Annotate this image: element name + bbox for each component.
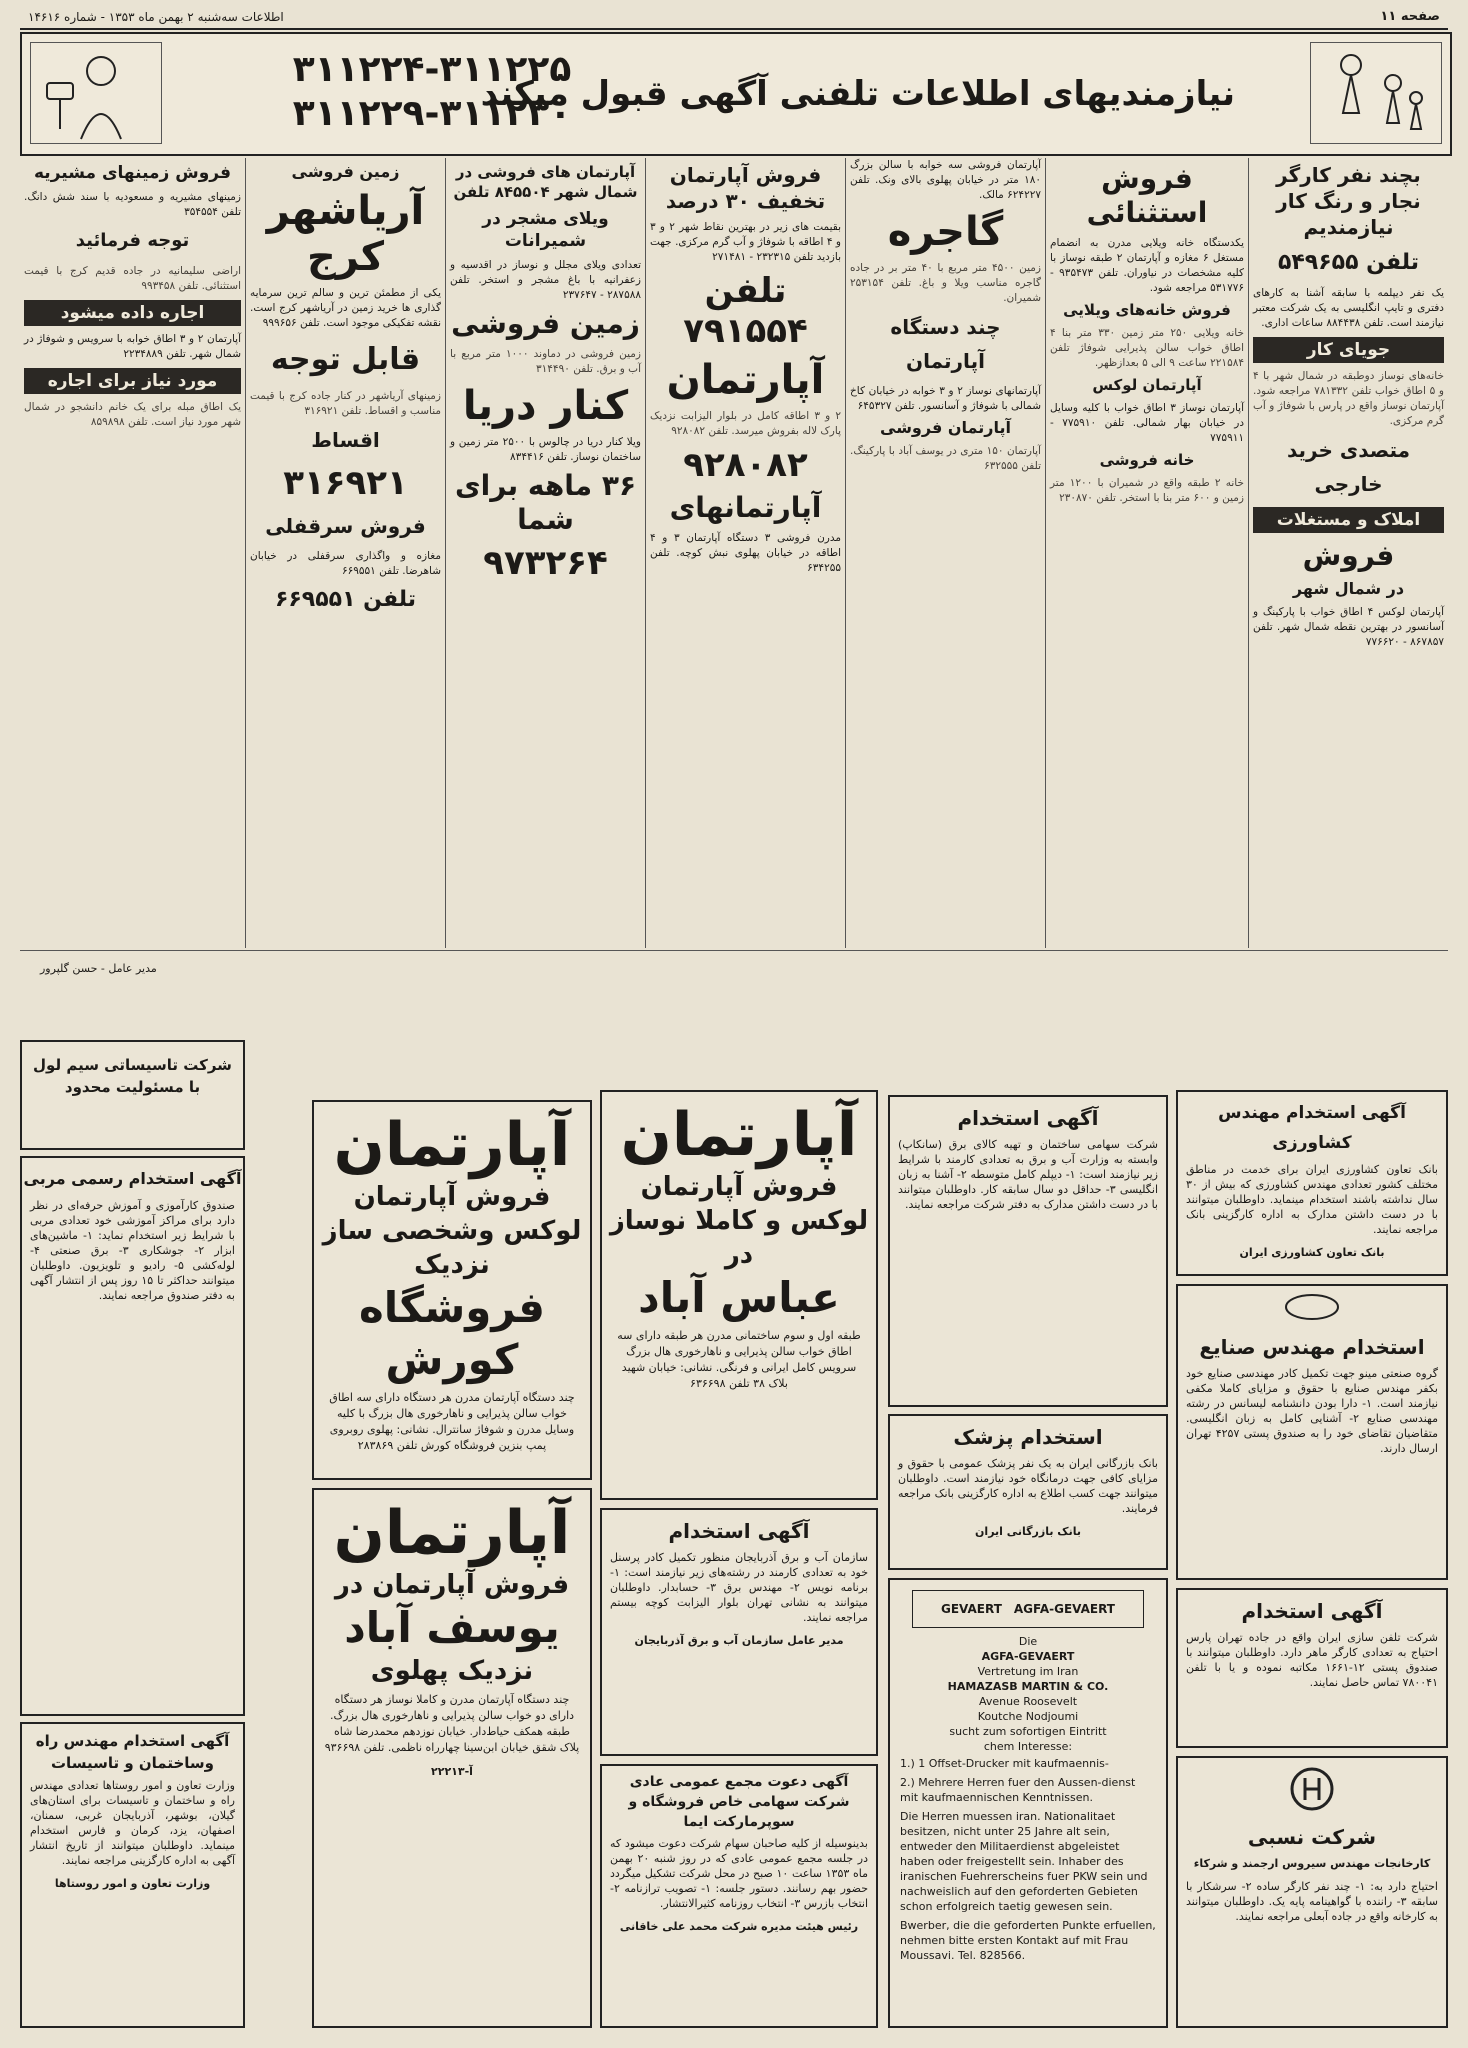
column-1 <box>1248 158 1448 948</box>
agfa-body1: 1.) 1 Offset-Drucker mit kaufmaennis- <box>900 1757 1109 1770</box>
ad7-text: شرکت سهامی ساختمان و تهیه کالای برق (سانکاپ) وابسته به وزارت آب و برق به تعدادی کارمند با شرایط زیر نیازمند است: ۱- دیپلم کامل متوسطه ۲- آشنا به زبان انگلیسی ۳- حداقل دو سال سابقه کار. داوطلبان میتوانند با در دست داشتن مدارک به دفتر شرکت مراجعه نمایند. <box>898 1138 1158 1211</box>
ad11-text: بانک تعاون کشاورزی ایران برای خدمت در مناطق مختلف کشور تعدادی مهندس کشاورزی که بیش از ۳۰ سال نداشته باشند استخدام مینماید. داوطلبان میتوانند با در دست داشتن مدارک به اداره کارگزینی بانک مراجعه نمایند. <box>1186 1163 1438 1236</box>
banner-phones <box>277 48 587 136</box>
col4-head3: آپارتمان <box>666 357 825 403</box>
column-5 <box>445 158 645 948</box>
ad3-location: یوسف آباد <box>344 1603 560 1652</box>
classifieds-banner <box>20 32 1452 156</box>
ad6-head: آگهی استخدام مهندس راه وساختمان و تاسیسات <box>35 1732 230 1772</box>
col2-sub2: آپارتمان لوکس <box>1092 376 1202 394</box>
ad-industrial-engineer <box>1176 1284 1448 1580</box>
ad13-head: آگهی استخدام <box>1241 1599 1383 1623</box>
ad-azarbaijan-hiring <box>600 1508 878 1756</box>
column-6 <box>245 158 445 948</box>
ad13-text: شرکت تلفن سازی ایران واقع در جاده تهران پارس احتیاج به تعدادی کارگر ماهر دارد. داوطلبان میتوانند با صندوق پستی ۱۲-۱۶۶۱ مکاتبه نموده و یا با تلفن ۷۸۰۰۴۱ تماس حاصل نمایند. <box>1186 1631 1439 1689</box>
ad9-footer: مدیر عامل سازمان آب و برق آذربایجان <box>634 1634 844 1647</box>
ad8-text: بانک بازرگانی ایران به یک نفر پزشک عمومی با حقوق و مزایای کافی جهت درمانگاه خود نیازمند است. داوطلبان میتوانند جهت کسب اطلاع به اداره کارگزینی بانک مراجعه فرمایند. <box>898 1457 1158 1515</box>
col4-text2: ۲ و ۳ اطاقه کامل در بلوار الیزابت نزدیک پارک لاله بفروش میرسد. تلفن ۹۲۸۰۸۲ <box>650 410 842 437</box>
col7-text2: اراضی سلیمانیه در جاده قدیم کرج با قیمت استثنائی. تلفن ۹۹۳۴۵۸ <box>24 265 241 292</box>
ad-sancap-hiring <box>888 1095 1168 1407</box>
column-4 <box>645 158 845 948</box>
col5-head2: کنار دریا <box>462 383 629 429</box>
ad11-footer: بانک تعاون کشاورزی ایران <box>1239 1246 1385 1259</box>
col5-text1: آپارتمان های فروشی در شمال شهر ۸۴۵۵۰۴ تلفن <box>453 163 638 201</box>
banner-phones-line1: ۳۱۱۲۲۴-۳۱۱۲۲۵ <box>292 49 572 90</box>
ad6-footer: وزارت تعاون و امور روستاها <box>54 1877 211 1890</box>
agfa-body3: Die Herren muessen iran. Nationalitaet besitzen, nicht unter 25 Jahre alt sein, entweder den Militaerdienst abgeleistet haben oder freigestellt sein. Inhaber des iranischen Fuehrerscheins fuer PKW sein und nachweislich auf den geforderten Gebieten schon erfolgreich taetig gewesen sein. <box>900 1810 1148 1913</box>
ad1-location: فروشگاه کورش <box>358 1283 546 1384</box>
ad-apartment-abbasabad <box>600 1090 878 1500</box>
col7-text4: یک اطاق مبله برای یک خانم دانشجو در شمال شهر مورد نیاز است. تلفن ۸۵۹۸۹۸ <box>24 401 241 428</box>
ad7-head: آگهی استخدام <box>957 1106 1099 1130</box>
col3-text3: آپارتمانهای نوساز ۲ و ۳ خوابه در خیابان کاخ شمالی با شوفاژ و آسانسور. تلفن ۶۴۵۳۲۷ <box>850 385 1041 412</box>
col4-head4: آپارتمانهای <box>669 491 822 524</box>
col5-head1: زمین فروشی <box>451 307 640 340</box>
ad-engineer-hiring <box>20 1722 245 2028</box>
col4-head2: تلفن ۷۹۱۵۵۴ <box>683 271 808 351</box>
page-header <box>20 8 1448 30</box>
ad12-head: استخدام مهندس صنایع <box>1199 1335 1425 1359</box>
col5-head3: ۳۶ ماهه برای شما <box>454 469 637 536</box>
col3-head1: گاجره <box>887 209 1004 255</box>
ad3-footnum: آ-۲۲۲۱۳ <box>431 1765 473 1778</box>
section-divider <box>20 950 1448 951</box>
col1-sub1: در شمال شهر <box>1292 579 1405 598</box>
col6-head4: فروش سرقفلی <box>265 514 426 538</box>
col6-head1: آریاشهر کرج <box>266 188 425 280</box>
ad4-head: شرکت تاسیساتی سیم لول با مسئولیت محدود <box>33 1056 232 1096</box>
agfa-line4: HAMAZASB MARTIN & CO. <box>947 1680 1109 1693</box>
ad10-text: بدینوسیله از کلیه صاحبان سهام شرکت دعوت میشود که در جلسه مجمع عمومی عادی که در روز شنبه ۲۰ بهمن ماه ۱۳۵۳ ساعت ۱۰ صبح در محل شرکت تشکیل میگردد حضور بهم رسانند. دستور جلسه: ۱- تصویب ترازنامه ۲- انتخاب بازرس ۳- انتخاب روزنامه کثیرالانتشار. <box>610 1837 868 1910</box>
agfa-line3: Vertretung im Iran <box>977 1665 1079 1678</box>
ad3-title: آپارتمان <box>333 1498 571 1568</box>
col3-text2: زمین ۴۵۰۰ متر مربع با ۴۰ متر بر در جاده گاجره مناسب ویلا و باغ. تلفن ۲۵۳۱۵۴ شمیران. <box>850 262 1041 304</box>
col6-head3: اقساط <box>311 428 380 452</box>
col5-text4: ویلا کنار دریا در چالوس با ۲۵۰۰ متر زمین و ساختمان نوساز. تلفن ۸۳۴۴۱۶ <box>450 436 641 463</box>
col1-text1: یک نفر دیپلمه با سابقه آشنا به کارهای دفتری و تایپ انگلیسی به یک شرکت معتبر نیازمند است. تلفن ۸۸۴۴۳۸ ساعات اداری. <box>1253 287 1444 329</box>
col6-num2: تلفن ۶۶۹۵۵۱ <box>274 587 417 612</box>
ad14-head: شرکت نسبی <box>1247 1825 1377 1849</box>
col2-sub3: خانه فروشی <box>1099 451 1195 469</box>
col7-footer: مدیر عامل - حسن گلپرور <box>40 962 157 975</box>
col1-head1: بچند نفر کارگر نجار و رنگ کار نیازمندیم <box>1276 163 1421 239</box>
col2-text3: آپارتمان نوساز ۳ اطاق خواب با کلیه وسایل در خیابان بهار شمالی. تلفن ۷۷۵۹۱۰ - ۷۷۵۹۱۱ <box>1050 402 1244 444</box>
ad-apartment-kourosh <box>312 1100 592 1480</box>
ad2-location: عباس آباد <box>638 1273 840 1322</box>
ad14-text: احتیاج دارد به: ۱- چند نفر کارگر ساده ۲- سرشکار با سابقه ۳- راننده با گواهینامه پایه یک. داوطلبان میتوانند به کارخانه واقع در جاده آبعلی مراجعه نمایند. <box>1186 1880 1439 1923</box>
ad-general-meeting <box>600 1764 878 2028</box>
col1-section-real-estate: املاک و مستغلات <box>1253 507 1444 533</box>
ad1-title: آپارتمان <box>333 1110 571 1180</box>
ad-instructor-hiring <box>20 1156 245 1716</box>
col5-text3: زمین فروشی در دماوند ۱۰۰۰ متر مربع با آب و برق. تلفن ۳۱۴۴۹۰ <box>450 348 642 375</box>
agfa-line5: Avenue Roosevelt <box>978 1695 1078 1708</box>
agfa-line7: sucht zum sofortigen Eintritt <box>949 1725 1107 1738</box>
ad14-sub: کارخانجات مهندس سیروس ارجمند و شرکاء <box>1193 1857 1431 1870</box>
company-logo-icon <box>1178 1766 1446 1816</box>
col6-text3: مغازه و واگذاری سرقفلی در خیابان شاهرضا. تلفن ۶۶۹۵۵۱ <box>250 550 441 577</box>
agfa-brand-gevaert: GEVAERT <box>940 1602 1002 1616</box>
col7-head2: توجه فرمائید <box>75 230 190 251</box>
agfa-body4: Bwerber, die die geforderten Punkte erfuellen, nehmen bitte ersten Kontakt auf mit Frau Moussavi. Tel. 828566. <box>900 1919 1156 1962</box>
ad-agfa-gevaert <box>888 1578 1168 2028</box>
ad2-title: آپارتمان <box>620 1100 858 1170</box>
agfa-line1: Die <box>1018 1635 1038 1648</box>
agfa-brand-agfa-gevaert: AGFA-GEVAERT <box>1013 1602 1115 1616</box>
col2-head: فروش استثنائی <box>1086 162 1208 229</box>
col3-text1: آپارتمان فروشی سه خوابه با سالن بزرگ ۱۸۰ متر در خیابان پهلوی بالای ونک. تلفن ۶۲۴۲۲۷ مالک. <box>850 159 1041 201</box>
ad3-subtitle: فروش آپارتمان در <box>334 1570 570 1600</box>
banner-phones-line2: ۳۱۱۲۲۹-۳۱۱۲۳۰ <box>292 93 572 134</box>
agfa-line2: AGFA-GEVAERT <box>981 1650 1075 1663</box>
col7-text1: زمینهای مشیریه و مسعودیه با سند شش دانگ. تلفن ۳۵۴۵۵۴ <box>24 191 241 218</box>
col2-sub1: فروش خانه‌های ویلایی <box>1063 301 1231 319</box>
col7-head1: فروش زمینهای مشیریه <box>34 163 231 183</box>
col1-text3: آپارتمان لوکس ۴ اطاق خواب با پارکینگ و آسانسور در بهترین نقطه شمال شهر. تلفن ۸۶۷۸۵۷ - ۷۷۶۶۲۰ <box>1253 606 1444 648</box>
ad2-text: طبقه اول و سوم ساختمانی مدرن هر طبقه دارای سه اطاق خواب سالن پذیرایی و ناهارخوری هال بزرگ سرویس کامل ایرانی و فرنگی. نشانی: خیابان شهید بلاک ۳۸ تلفن ۶۳۶۶۹۸ <box>617 1329 861 1390</box>
col5-num1: ۹۷۳۲۶۴ <box>483 543 608 583</box>
col1-head2: فروش <box>1302 539 1395 572</box>
col6-head0: زمین فروشی <box>291 162 400 181</box>
column-7 <box>20 158 245 948</box>
ad8-head: استخدام پزشک <box>953 1425 1103 1449</box>
col6-text1: یکی از مطمئن ترین و سالم ترین سرمایه گذاری ها خرید زمین در آریاشهر کرج است. نقشه تفکیکی موجود است. تلفن ۹۹۹۶۵۶ <box>250 287 441 329</box>
ad1-subtitle: فروش آپارتمان لوکس وشخصی ساز نزدیک <box>322 1182 582 1280</box>
col4-text1: بقیمت های زیر در بهترین نقاط شهر ۲ و ۳ و ۴ اطاقه با شوفاژ و آب گرم مرکزی. جهت بازدید تلفن ۲۳۲۳۱۵ - ۲۷۱۴۸۱ <box>650 221 841 263</box>
ad10-head: آگهی دعوت مجمع عمومی عادی شرکت سهامی خاص فروشگاه و سوپرمارکت ایما <box>628 1774 850 1830</box>
ad8-footer: بانک بازرگانی ایران <box>975 1525 1081 1538</box>
col7-section-for-rent: اجاره داده میشود <box>24 300 241 326</box>
ad3-near: نزدیک پهلوی <box>370 1656 534 1686</box>
banner-title: نیازمندیهای اطلاعات تلفنی آگهی قبول میکند <box>480 74 1235 114</box>
ad-doctor-hiring <box>888 1414 1168 1570</box>
issue-info: اطلاعات سه‌شنبه ۲ بهمن ماه ۱۳۵۳ - شماره ۱۴۶۱۶ <box>28 10 284 24</box>
col1-text2: خانه‌های نوساز دوطبقه در شمال شهر با ۴ و ۵ اطاق خواب تلفن ۷۸۱۳۳۲ مراجعه شود. آپارتمان نوساز واقع در پارس با شوفاژ و آب گرم مرکزی. <box>1253 370 1444 427</box>
telephone-woman-icon <box>30 42 162 144</box>
col1-section-job-seekers: جویای کار <box>1253 337 1444 363</box>
ad10-footer: رئیس هیئت مدیره شرکت محمد علی خاقانی <box>619 1920 859 1933</box>
agfa-line6: Koutche Nodjoumi <box>977 1710 1079 1723</box>
ad6-text: وزارت تعاون و امور روستاها تعدادی مهندس راه و ساختمان و تاسیسات برای استان‌های گیلان، بوشهر، آذربایجان غربی، سمنان، اصفهان، یزد، کرمان و فارس استخدام مینماید. داوطلبان میتوانند از تاریخ انتشار آگهی به اداره کارگزینی مراجعه نمایند. <box>30 1779 235 1867</box>
col5-text2: تعدادی ویلای مجلل و نوساز در اقدسیه و زعفرانیه با باغ مشجر و استخر. تلفن ۲۸۷۵۸۸ - ۲۳۷۶۴۷ <box>450 259 641 301</box>
ad-sherkat-nesbi <box>1176 1756 1448 2028</box>
col4-head1: فروش آپارتمان تخفیف ۳۰ درصد <box>665 163 826 213</box>
ad5-text: صندوق کارآموزی و آموزش حرفه‌ای در نظر دارد برای مراکز آموزشی خود تعدادی مربی با شرایط زیر استخدام نماید: ۱- ماشین‌های ابزار ۲- جوشکاری ۳- برق صنعتی ۴- لوله‌کشی ۵- رادیو و تلویزیون. داوطلبان میتوانند حداکثر تا ۱۵ روز پس از انتشار آگهی به دفتر صندوق مراجعه نمایند. <box>30 1199 235 1302</box>
agfa-line8: chem Interesse: <box>983 1740 1073 1753</box>
col5-sub1: ویلای مشجر در شمیرانات <box>482 209 609 251</box>
col3-sub1: آپارتمان فروشی <box>880 418 1011 437</box>
col6-text2: زمینهای آریاشهر در کنار جاده کرج با قیمت مناسب و اقساط. تلفن ۳۱۶۹۲۱ <box>250 390 441 417</box>
col4-num1: ۹۲۸۰۸۲ <box>683 445 808 485</box>
ad11-head: آگهی استخدام مهندس کشاورزی <box>1218 1103 1406 1153</box>
col7-text3: آپارتمان ۲ و ۳ اطاق خوابه با سرویس و شوفاژ در شمال شهر. تلفن ۲۲۳۴۸۸۹ <box>24 333 241 360</box>
col2-text2: خانه ویلایی ۲۵۰ متر زمین ۳۳۰ متر بنا ۴ اطاق خواب سالن پذیرایی شوفاژ تلفن ۲۲۱۵۸۴ ساعت ۹ الی ۵ بعدازظهر. <box>1050 327 1245 369</box>
col6-head2: قابل توجه <box>270 342 421 377</box>
ad3-text: چند دستگاه آپارتمان مدرن و کاملا نوساز هر دستگاه دارای دو خواب سالن پذیرایی و ناهارخوری هال بزرگ. طبقه همکف حیاط‌دار. خیابان نوزدهم محمدرضا شاه پلاک شقق خیابان ابن‌سینا چهارراه ناظمی. تلفن ۹۳۶۶۹۸ <box>324 1693 580 1754</box>
column-2 <box>1045 158 1248 948</box>
ad-agri-engineer <box>1176 1090 1448 1276</box>
col3-head2: چند دستگاه آپارتمان <box>890 315 1001 373</box>
ad9-head: آگهی استخدام <box>668 1519 810 1543</box>
ad12-text: گروه صنعتی مینو جهت تکمیل کادر مهندسی صنایع خود بکفر مهندس صنایع با حقوق و مزایای کاملا مکفی نیازمند است. ۱- دارا بودن دانشنامه لیسانس در رشته مهندسی صنایع ۲- آشنایی کامل به زبان انگلیسی. متقاضیان تقاضای خود را به صندوق پستی ۴۲۵۷ تهران ارسال دارند. <box>1186 1367 1438 1455</box>
ad2-subtitle: فروش آپارتمان لوکس و کاملا نوساز در <box>609 1172 869 1270</box>
column-3 <box>845 158 1045 948</box>
col3-text4: آپارتمان ۱۵۰ متری در یوسف آباد با پارکینگ. تلفن ۶۳۲۵۵۵ <box>850 445 1041 472</box>
ad-phone-company <box>1176 1588 1448 1748</box>
col6-num1: ۳۱۶۹۲۱ <box>283 463 408 503</box>
ad1-text: چند دستگاه آپارتمان مدرن هر دستگاه دارای سه اطاق خواب سالن پذیرایی و ناهارخوری هال بزرگ با کلیه وسایل مدرن و شوفاژ سانترال. نشانی: پهلوی روبروی پمپ بنزین فروشگاه کورش تلفن ۲۸۳۸۶۹ <box>329 1391 575 1452</box>
ad-simlool <box>20 1040 245 1150</box>
mino-logo-icon <box>1178 1292 1446 1326</box>
page-label: صفحه ۱۱ <box>1380 9 1440 24</box>
col2-text4: خانه ۲ طبقه واقع در شمیران با ۱۲۰۰ متر زمین و ۶۰۰ متر بنا با استخر. تلفن ۲۳۰۸۷۰ <box>1050 477 1244 504</box>
col1-section-purchaser: متصدی خرید خارجی <box>1286 438 1411 496</box>
agfa-gevaert-logo <box>912 1590 1144 1628</box>
col2-text1: یکدستگاه خانه ویلایی مدرن به انضمام مستغل ۶ مغازه و آپارتمان ۲ طبقه نوساز با کلیه مشخصات در نیاوران. تلفن ۹۳۵۴۷۳ - ۵۳۱۷۷۶ مراجعه شود. <box>1050 237 1245 294</box>
ad5-head: آگهی استخدام رسمی مربی <box>23 1169 242 1188</box>
ad9-text: سازمان آب و برق آذربایجان منظور تکمیل کادر پرسنل خود به تعدادی کارمند در رشته‌های زیر نیازمند است: ۱- برنامه نویس ۲- مهندس برق ۳- حسابدار. داوطلبان میتوانند به نشانی تهران بلوار الیزابت کوچه بیستم مراجعه نمایند. <box>610 1551 869 1624</box>
col7-section-wanted-rent: مورد نیاز برای اجاره <box>24 368 241 394</box>
agfa-body2: 2.) Mehrere Herren fuer den Aussen-dienst mit kaufmaennischen Kenntnissen. <box>900 1776 1136 1804</box>
col4-text3: مدرن فروشی ۳ دستگاه آپارتمان ۳ و ۴ اطاقه در خیابان پهلوی نبش کوچه. تلفن ۶۳۴۲۵۵ <box>650 532 841 574</box>
col1-phone1: تلفن ۵۴۹۶۵۵ <box>1277 250 1420 275</box>
ad-apartment-yousefabad <box>312 1488 592 2028</box>
family-illustration-icon <box>1310 42 1442 144</box>
